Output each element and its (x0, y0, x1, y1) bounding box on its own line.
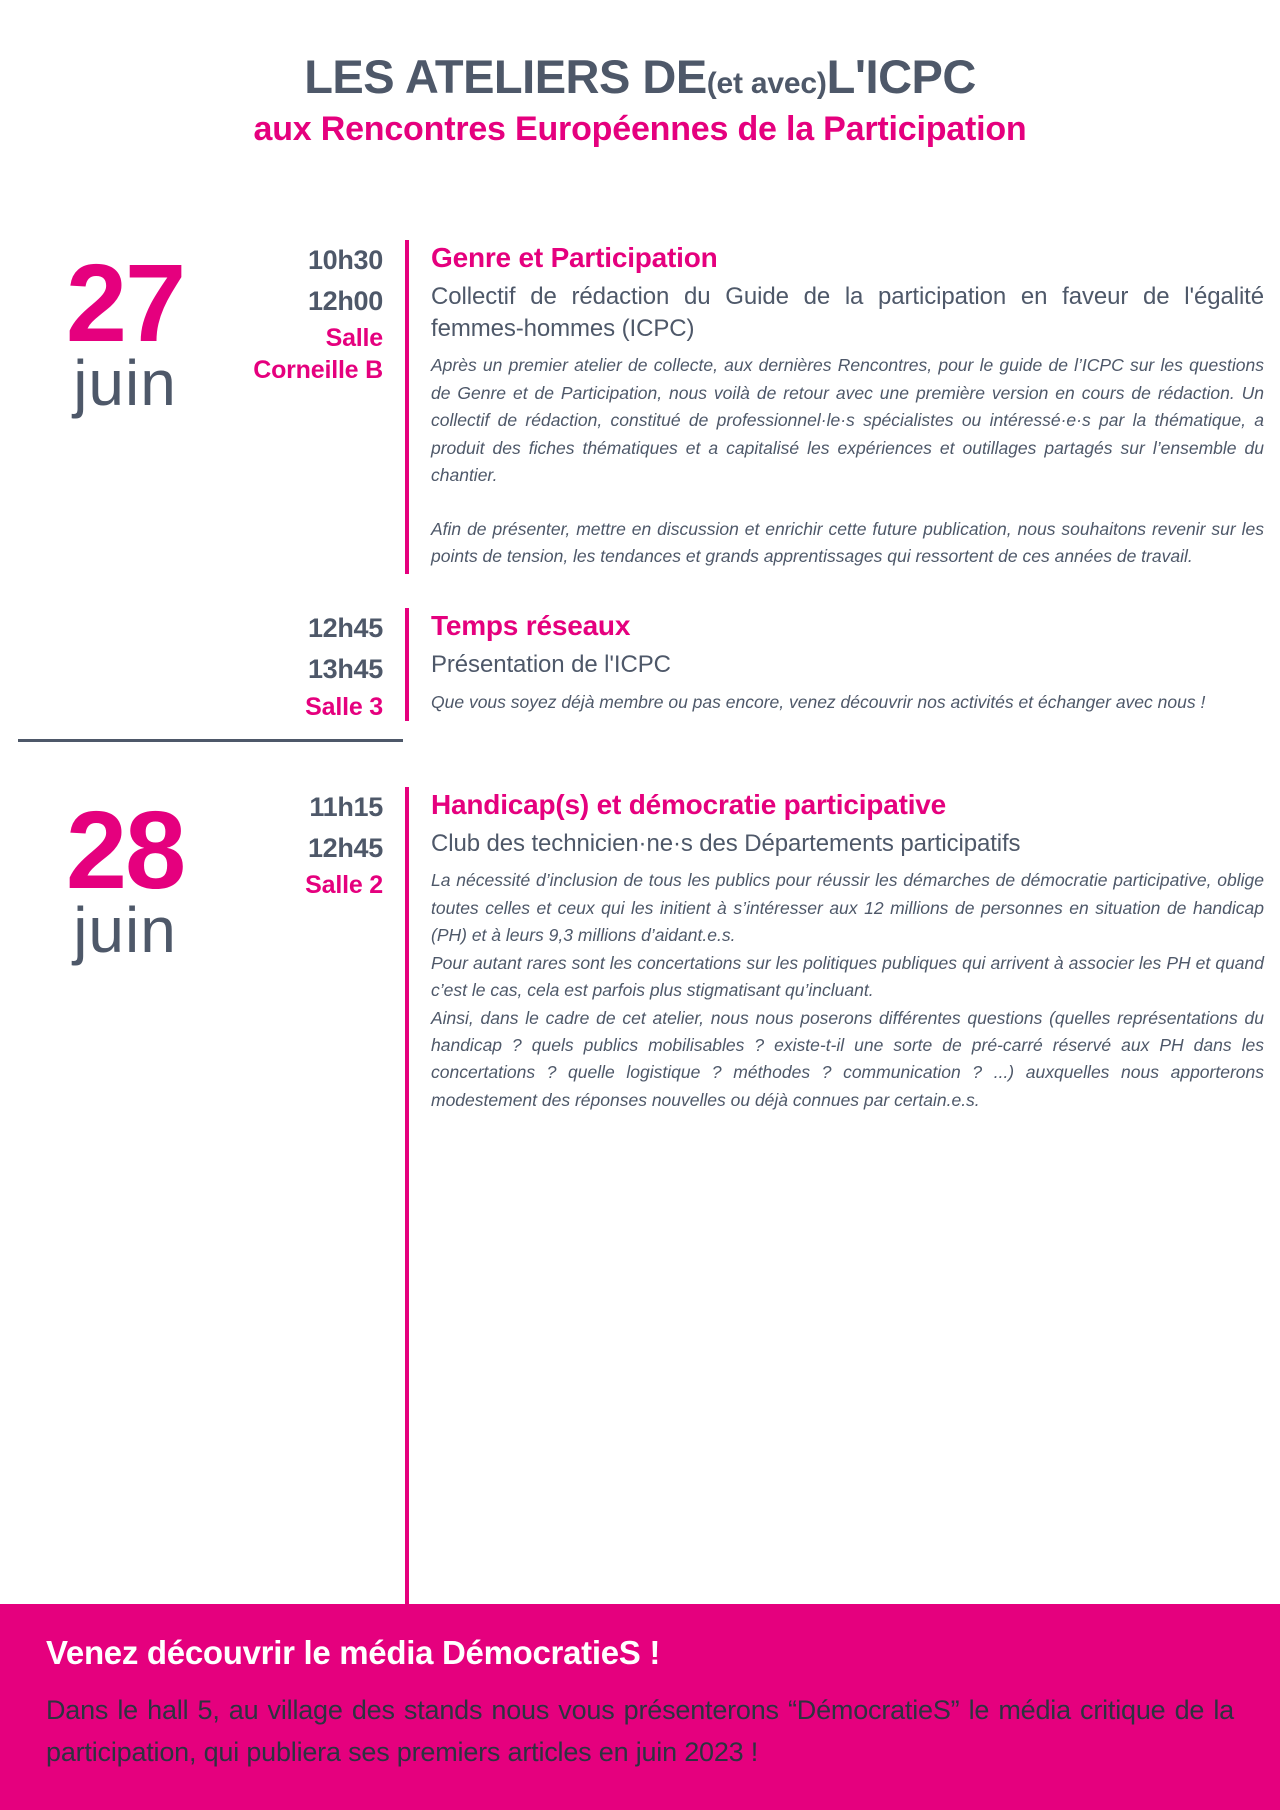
session-room-line1: Salle 2 (305, 870, 383, 899)
session-time-block (250, 608, 405, 722)
title-part2: L'ICPC (826, 50, 976, 103)
session-start-time: 10h30 (307, 244, 383, 275)
vertical-divider-tail (405, 1118, 409, 1604)
day-sessions-28 (250, 787, 1280, 1119)
session-end-time: 12h45 (307, 832, 383, 863)
session-subtitle: Collectif de rédaction du Guide de la participation en faveur de l'égalité femmes-hommes (ICPC) (431, 282, 1264, 342)
page-title (0, 52, 1280, 103)
session-paragraph: Ainsi, dans le cadre de cet atelier, nous nous poserons différentes questions (quelles représentations du handicap ? quels publics mobilisables ? existe-t-il une sorte de pré-carré réservé aux PH dans les concertations ? quelle logistique ? méthodes ? communication ? ...) auxquelles nous apporterons modestement des réponses nouvelles ou déjà connues par certain.e.s. (431, 1007, 1264, 1110)
session-paragraph: Après un premier atelier de collecte, aux dernières Rencontres, pour le guide de l’ICPC sur les questions de Genre et de Participation, nous voilà de retour avec une première version en cours de rédaction. Un collectif de rédaction, constitué de professionnel·le·s spécialistes ou intéressé·e·s par la thématique, a produit des fiches thématiques et a capitalisé les expériences et outillages partagés sur l’ensemble du chantier. (431, 355, 1264, 486)
session-title: Handicap(s) et démocratie participative (431, 788, 947, 820)
session-paragraph: Afin de présenter, mettre en discussion et enrichir cette future publication, nous souhaitons revenir sur les points de tension, les tendances et grands apprentissages qui ressortent de ces années de travail. (431, 518, 1264, 566)
schedule (0, 240, 1280, 1119)
session-start-time: 11h15 (309, 791, 383, 822)
session-genre-participation[interactable] (250, 240, 1280, 575)
session-temps-reseaux[interactable] (250, 608, 1280, 722)
session-paragraph: Pour autant rares sont les concertations sur les politiques publiques qui arrivent à associer les PH et quand c’est le cas, cela est parfois plus stigmatisant qu’incluant. (431, 952, 1264, 1001)
session-room-line1: Salle (325, 323, 383, 352)
day-date-27 (0, 240, 250, 418)
footer-banner (0, 1604, 1280, 1810)
session-handicap-democratie[interactable] (250, 787, 1280, 1119)
session-content (405, 608, 1280, 720)
day-number: 28 (65, 788, 185, 912)
day-number: 27 (65, 241, 185, 365)
day-month: juin (73, 347, 177, 420)
day-divider (18, 739, 403, 742)
banner-title: Venez découvrir le média DémocratieS ! (46, 1634, 661, 1672)
session-subtitle: Présentation de l'ICPC (431, 651, 671, 679)
session-spacer (250, 723, 1280, 739)
session-title: Temps réseaux (431, 610, 631, 642)
page-subtitle: aux Rencontres Européennes de la Participation (253, 109, 1027, 148)
title-parenthetical: (et avec) (706, 67, 827, 100)
session-paragraph: La nécessité d’inclusion de tous les publics pour réussir les démarches de démocratie participative, oblige toutes celles et ceux qui les initient à s’intéresser aux 12 millions de personnes en situation de handicap (PH) et à leurs 9,3 millions d’aidant.e.s. (431, 870, 1264, 946)
session-end-time: 12h00 (307, 285, 383, 316)
session-time-block (250, 787, 405, 901)
banner-text: Dans le hall 5, au village des stands nous vous présenterons “DémocratieS” le média critique de la participation, qui publiera ses premiers articles en juin 2023 ! (46, 1695, 1234, 1768)
session-paragraph: Que vous soyez déjà membre ou pas encore, venez découvrir nos activités et échanger avec nous ! (431, 692, 1206, 713)
session-spacer (250, 574, 1280, 608)
session-end-time: 13h45 (307, 654, 383, 685)
day-month: juin (73, 893, 177, 966)
session-subtitle: Club des technicien·ne·s des Départements participatifs (431, 829, 1021, 857)
poster-header (0, 0, 1280, 148)
session-start-time: 12h45 (307, 613, 383, 644)
title-part1: LES ATELIERS DE (304, 50, 707, 103)
day-block-27 (0, 240, 1280, 739)
session-content (405, 240, 1280, 575)
session-content (405, 787, 1280, 1119)
day-sessions-27 (250, 240, 1280, 739)
day-block-28 (0, 787, 1280, 1119)
day-date-28 (0, 787, 250, 965)
session-room-line2: Corneille B (253, 355, 383, 384)
session-room-line1: Salle 3 (305, 692, 383, 721)
session-time-block (250, 240, 405, 386)
session-title: Genre et Participation (431, 241, 718, 273)
